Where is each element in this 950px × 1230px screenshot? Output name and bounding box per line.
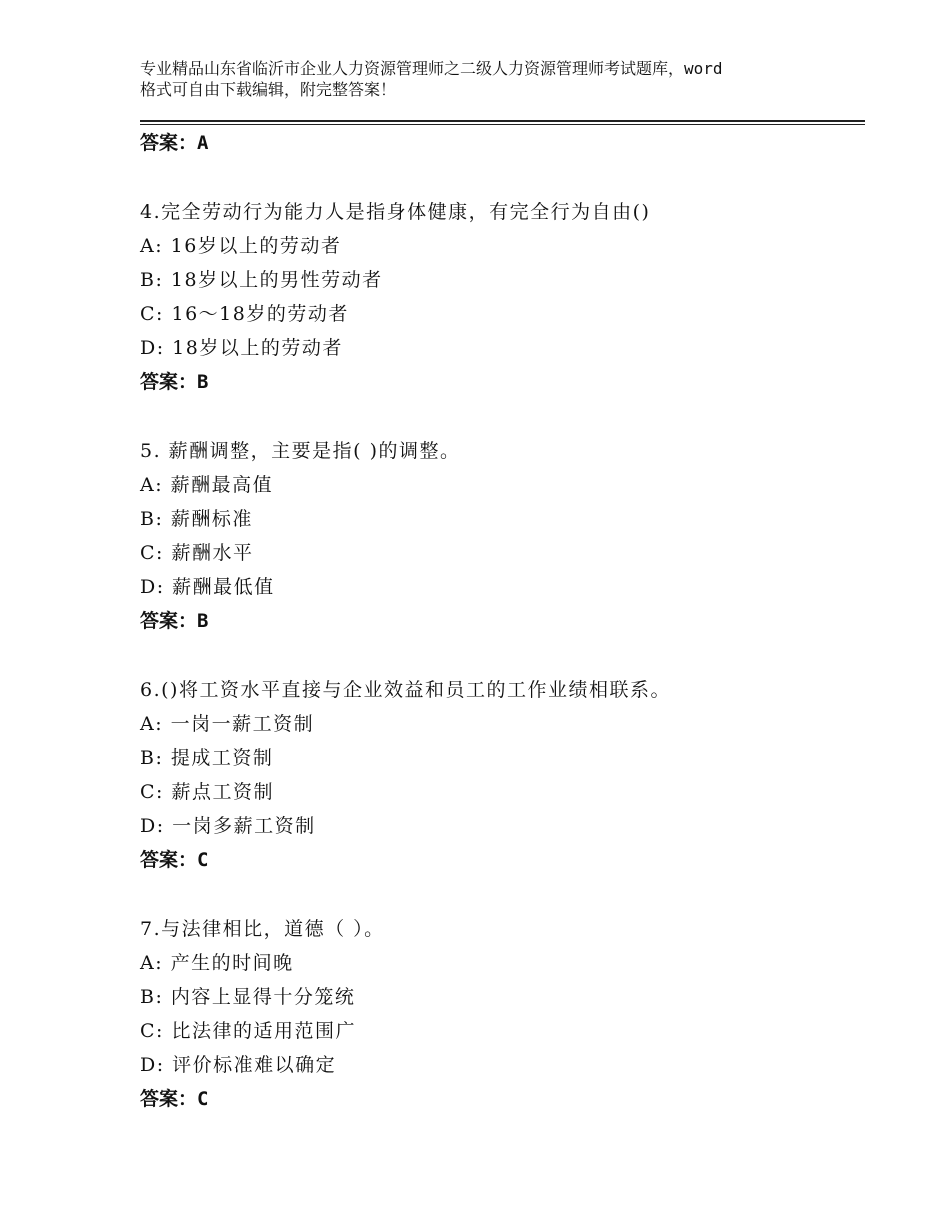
document-header (140, 58, 830, 100)
header-line-1: 专业精品山东省临沂市企业人力资源管理师之二级人力资源管理师考试题库，word (140, 59, 723, 78)
question-7-answer: 答案：C (140, 1088, 209, 1110)
question-4-option-c: C: 16～18岁的劳动者 (140, 303, 349, 325)
question-4-answer: 答案：B (140, 371, 209, 393)
question-5-option-d: D: 薪酬最低值 (140, 576, 275, 598)
question-4-option-b: B: 18岁以上的男性劳动者 (140, 269, 383, 291)
question-5-text: 5. 薪酬调整，主要是指( )的调整。 (140, 440, 461, 462)
question-4-option-d: D: 18岁以上的劳动者 (140, 337, 343, 359)
question-5-option-b: B: 薪酬标准 (140, 508, 253, 530)
previous-answer: 答案：A (140, 132, 209, 154)
question-7-option-a: A: 产生的时间晚 (140, 952, 294, 974)
question-6-option-a: A: 一岗一薪工资制 (140, 713, 315, 735)
question-7-option-b: B: 内容上显得十分笼统 (140, 986, 356, 1008)
question-6-option-c: C: 薪点工资制 (140, 781, 274, 803)
header-divider-thin (140, 124, 865, 125)
question-4-text: 4.完全劳动行为能力人是指身体健康，有完全行为自由() (140, 201, 651, 223)
question-6-answer: 答案：C (140, 849, 209, 871)
question-6-option-d: D: 一岗多薪工资制 (140, 815, 316, 837)
question-5-option-c: C: 薪酬水平 (140, 542, 254, 564)
question-4-option-a: A: 16岁以上的劳动者 (140, 235, 342, 257)
question-6-text: 6.()将工资水平直接与企业效益和员工的工作业绩相联系。 (140, 679, 671, 701)
question-6-option-b: B: 提成工资制 (140, 747, 274, 769)
question-5-answer: 答案：B (140, 610, 209, 632)
question-7-option-d: D: 评价标准难以确定 (140, 1054, 337, 1076)
header-line-2: 格式可自由下载编辑，附完整答案！ (140, 80, 397, 99)
question-5-option-a: A: 薪酬最高值 (140, 474, 274, 496)
question-7-option-c: C: 比法律的适用范围广 (140, 1020, 356, 1042)
question-7-text: 7.与法律相比，道德（ ）。 (140, 918, 385, 940)
header-divider-thick (140, 120, 865, 122)
